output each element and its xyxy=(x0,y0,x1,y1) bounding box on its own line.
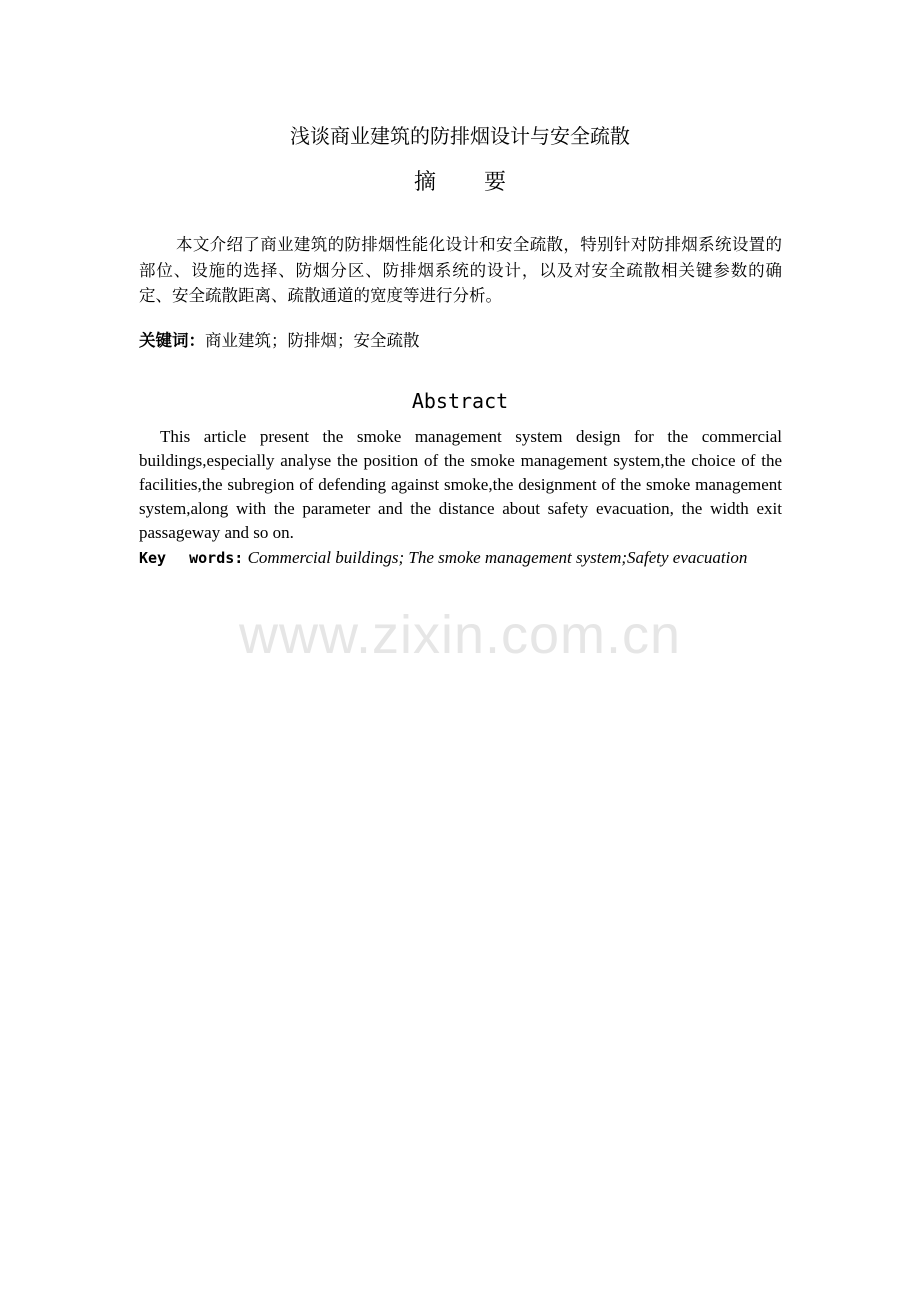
keywords-chinese-label: 关键词： xyxy=(139,331,205,350)
document-title: 浅谈商业建筑的防排烟设计与安全疏散 xyxy=(290,124,630,148)
keywords-english-values: Commercial buildings; The smoke management system;Safety evacuation xyxy=(247,548,748,567)
keywords-english-label: Key words: xyxy=(139,549,244,567)
abstract-heading-chinese: 摘要 xyxy=(413,170,554,195)
keywords-english xyxy=(139,546,782,570)
abstract-body-english: This article present the smoke management system design for the commercial buildings,especially analyse the position of the smoke management system,the choice of the facilities,the subregion of defending against smoke,the designment of the smoke management system,along with the parameter and the distance about safety evacuation, the width exit passageway and so on. xyxy=(139,427,782,542)
abstract-heading-english: Abstract xyxy=(411,389,509,413)
abstract-body-chinese: 本文介绍了商业建筑的防排烟性能化设计和安全疏散，特别针对防排烟系统设置的部位、设施的选择、防烟分区、防排烟系统的设计，以及对安全疏散相关键参数的确定、安全疏散距离、疏散通道的宽度等进行分析。 xyxy=(139,235,782,305)
keywords-chinese xyxy=(139,328,782,354)
keywords-chinese-values: 商业建筑；防排烟；安全疏散 xyxy=(205,331,420,350)
watermark: www.zixin.com.cn xyxy=(238,605,682,665)
